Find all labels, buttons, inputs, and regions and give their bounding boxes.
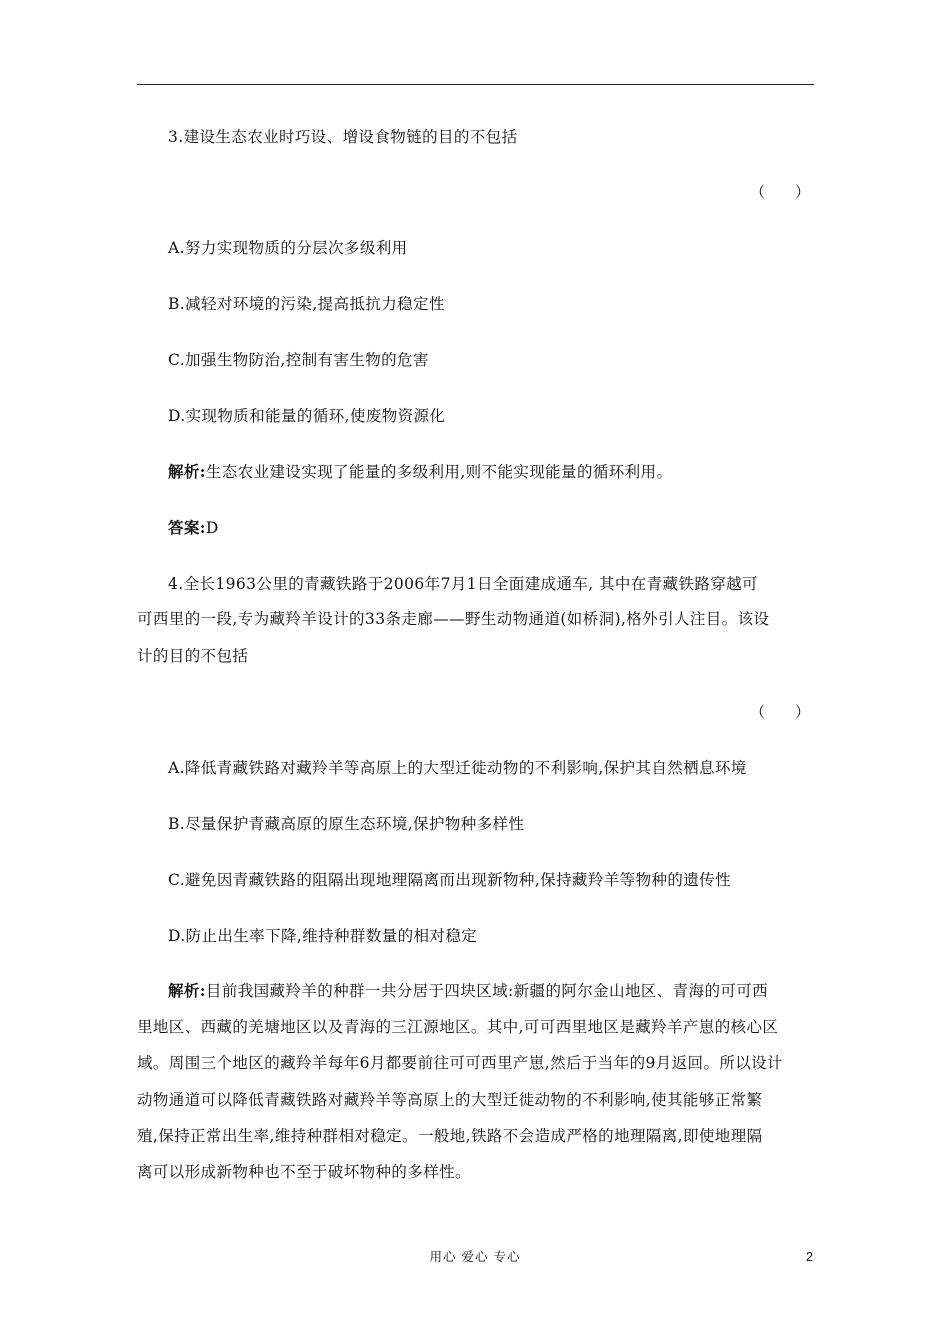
- q4-analysis-line-6: 离可以形成新物种也不至于破坏物种的多样性。: [137, 1163, 471, 1181]
- q3-analysis: [168, 462, 814, 482]
- q3-answer-label: 答案:: [168, 518, 206, 537]
- q4-option-d: D.防止出生率下降,维持种群数量的相对稳定: [168, 927, 478, 945]
- q4-stem-line-3: 计的目的不包括: [137, 647, 249, 665]
- q3-analysis-label: 解析:: [168, 462, 206, 481]
- q4-stem-line-2: 可西里的一段,专为藏羚羊设计的33条走廊——野生动物通道(如桥洞),格外引人注目。该设: [137, 610, 770, 628]
- q4-option-c: C.避免因青藏铁路的阻隔出现地理隔离而出现新物种,保持藏羚羊等物种的遗传性: [168, 871, 731, 889]
- q4-analysis-line-3: 域。周围三个地区的藏羚羊每年6月都要前往可可西里产崽,然后于当年的9月返回。所以设计: [137, 1054, 783, 1072]
- q3-option-d: D.实现物质和能量的循环,使废物资源化: [168, 407, 446, 425]
- q3-option-a: A.努力实现物质的分层次多级利用: [168, 239, 408, 257]
- q3-answer-value: D: [205, 519, 219, 537]
- q4-analysis-text-1: 目前我国藏羚羊的种群一共分居于四块区域:新疆的阿尔金山地区、青海的可可西: [205, 982, 769, 1000]
- q4-analysis-line-4: 动物通道可以降低青藏铁路对藏羚羊等高原上的大型迁徙动物的不利影响,使其能够正常繁: [137, 1091, 763, 1109]
- q3-answer-parentheses: （ ）: [749, 183, 810, 201]
- q3-option-c: C.加强生物防治,控制有害生物的危害: [168, 351, 429, 369]
- q4-analysis-line-5: 殖,保持正常出生率,维持种群相对稳定。一般地,铁路不会造成严格的地理隔离,即使地理隔: [137, 1127, 763, 1145]
- q3-stem: 3.建设生态农业时巧设、增设食物链的目的不包括: [168, 128, 518, 146]
- q3-analysis-text: 生态农业建设实现了能量的多级利用,则不能实现能量的循环利用。: [205, 463, 673, 481]
- q3-answer: [168, 518, 814, 538]
- header-rule: [137, 84, 814, 85]
- footer-text: 用心 爱心 专心: [429, 1249, 521, 1264]
- q4-analysis-line-1: [168, 981, 814, 1001]
- q4-option-a: A.降低青藏铁路对藏羚羊等高原上的大型迁徙动物的不利影响,保护其自然栖息环境: [168, 759, 747, 777]
- q4-answer-parentheses: （ ）: [749, 703, 810, 721]
- q4-option-b: B.尽量保护青藏高原的原生态环境,保护物种多样性: [168, 815, 525, 833]
- q4-analysis-label: 解析:: [168, 981, 206, 1000]
- q4-analysis-line-2: 里地区、西藏的羌塘地区以及青海的三江源地区。其中,可可西里地区是藏羚羊产崽的核心区: [137, 1018, 779, 1036]
- q3-option-b: B.减轻对环境的污染,提高抵抗力稳定性: [168, 295, 445, 313]
- page-number: 2: [806, 1250, 813, 1264]
- q4-stem-line-1: 4.全长1963公里的青藏铁路于2006年7月1日全面建成通车, 其中在青藏铁路穿越可: [168, 575, 758, 593]
